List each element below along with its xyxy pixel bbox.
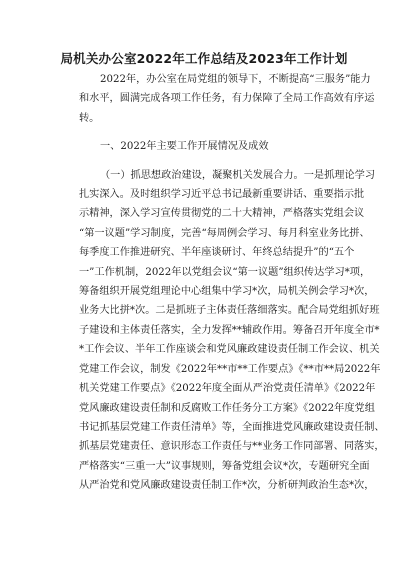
paragraph-gap (79, 157, 349, 166)
paragraph-line: 书记抓基层党建工作责任清单》等，全面推进党风廉政建设责任制、 (79, 421, 385, 433)
document-title: 局机关办公室2022年工作总结及2023年工作计划 (60, 51, 348, 66)
paragraph-line: 示精神，深入学习宣传贯彻党的二十大精神，严格落实党组会议 (79, 208, 365, 220)
paragraph-gap (79, 128, 349, 137)
paragraph-line: 机关党建工作要点》《2022年度全面从严治党责任清单》《2022年 (79, 383, 376, 395)
paragraph-line: 从严治党和党风廉政建设责任制工作*次，分析研判政治生态*次， (79, 480, 375, 492)
paragraph-line: 一”工作机制，2022年以党组会议“第一议题”组织传达学习*项， (79, 266, 371, 278)
intro-line: 和水平，圆满完成各项工作任务，有力保障了全局工作高效有序运 (79, 93, 375, 105)
paragraph-line: *工作会议、半年工作座谈会和党风廉政建设责任制工作会议、机关 (79, 344, 380, 356)
paragraph-line: 每季度工作推进研究、半年座谈研讨、年终总结提升”的“五个 (79, 247, 355, 259)
paragraph-line: 党风廉政建设责任制和反腐败工作任务分工方案》《2022年度党组 (79, 402, 375, 414)
intro-line: 2022年，办公室在局党组的领导下，不断提高“三服务”能力 (100, 74, 371, 85)
paragraph-line: 扎实深入。及时组织学习近平总书记最新重要讲话、重要指示批 (79, 189, 365, 201)
intro-line: 转。 (79, 112, 100, 124)
document-body (79, 70, 385, 496)
paragraph-line: “第一议题”学习制度，完善“每周例会学习、每月科室业务比拼、 (79, 227, 370, 239)
paragraph-line: 党建工作会议，制发《2022年**市**工作要点》《**市**局2022年 (79, 363, 381, 375)
section-heading: 一、2022年主要工作开展情况及成效 (100, 141, 269, 153)
paragraph-line: 严格落实“三重一大”议事规则，筹备党组会议*次，专题研究全面 (79, 460, 370, 472)
paragraph-line: 抓基层党建责任、意识形态工作责任与**业务工作同部署、同落实， (79, 441, 385, 453)
paragraph-line: 筹备组织开展党组理论中心组集中学习*次，局机关例会学习*次， (79, 286, 375, 298)
paragraph-line: 子建设和主体责任落实，全力发挥**辅政作用。筹备召开年度全市* (79, 324, 380, 336)
paragraph-line: （一）抓思想政治建设，凝聚机关发展合力。一是抓理论学习 (100, 169, 376, 181)
paragraph-line: 业务大比拼*次。二是抓班子主体责任落细落实。配合局党组抓好班 (79, 305, 380, 317)
